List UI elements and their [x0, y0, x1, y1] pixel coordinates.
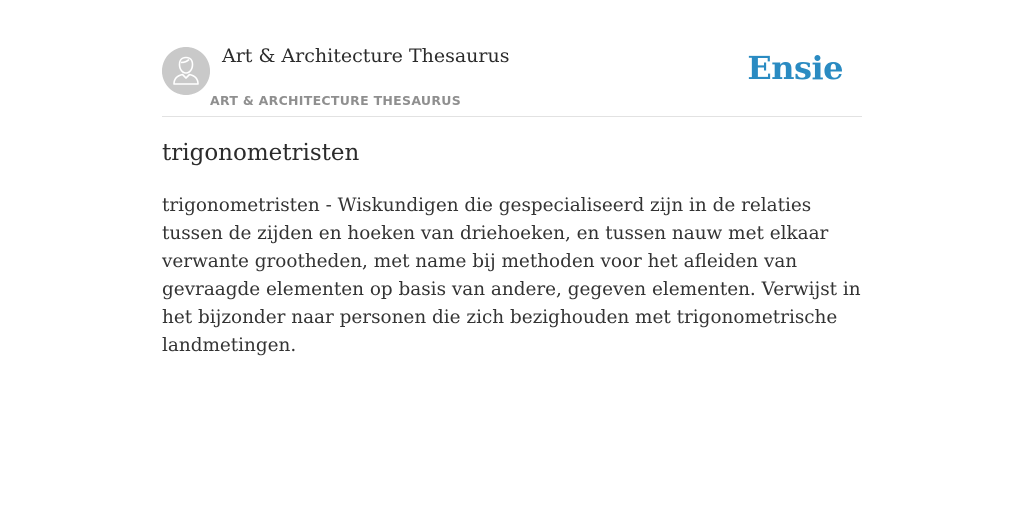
ensie-logo-link[interactable]: Ensie [747, 49, 843, 87]
user-icon [162, 47, 210, 95]
source-title-link[interactable]: Art & Architecture Thesaurus [222, 45, 510, 67]
entry-definition: trigonometristen - Wiskundigen die gespecialiseerd zijn in de relaties tussen de zijden en hoeken van driehoeken, en tussen nauw met elkaar verwante grootheden, met name bij methoden voor het afleiden van gevraagde elementen op basis van andere, gegeven elementen. Verwijst in het bijzonder naar personen die zich bezighouden met trigonometrische landmetingen. [162, 195, 861, 356]
page-container [162, 0, 862, 356]
page-header [162, 0, 862, 117]
entry-term-heading: trigonometristen [162, 140, 360, 166]
avatar[interactable] [162, 47, 210, 95]
source-subtitle: ART & ARCHITECTURE THESAURUS [210, 93, 462, 108]
